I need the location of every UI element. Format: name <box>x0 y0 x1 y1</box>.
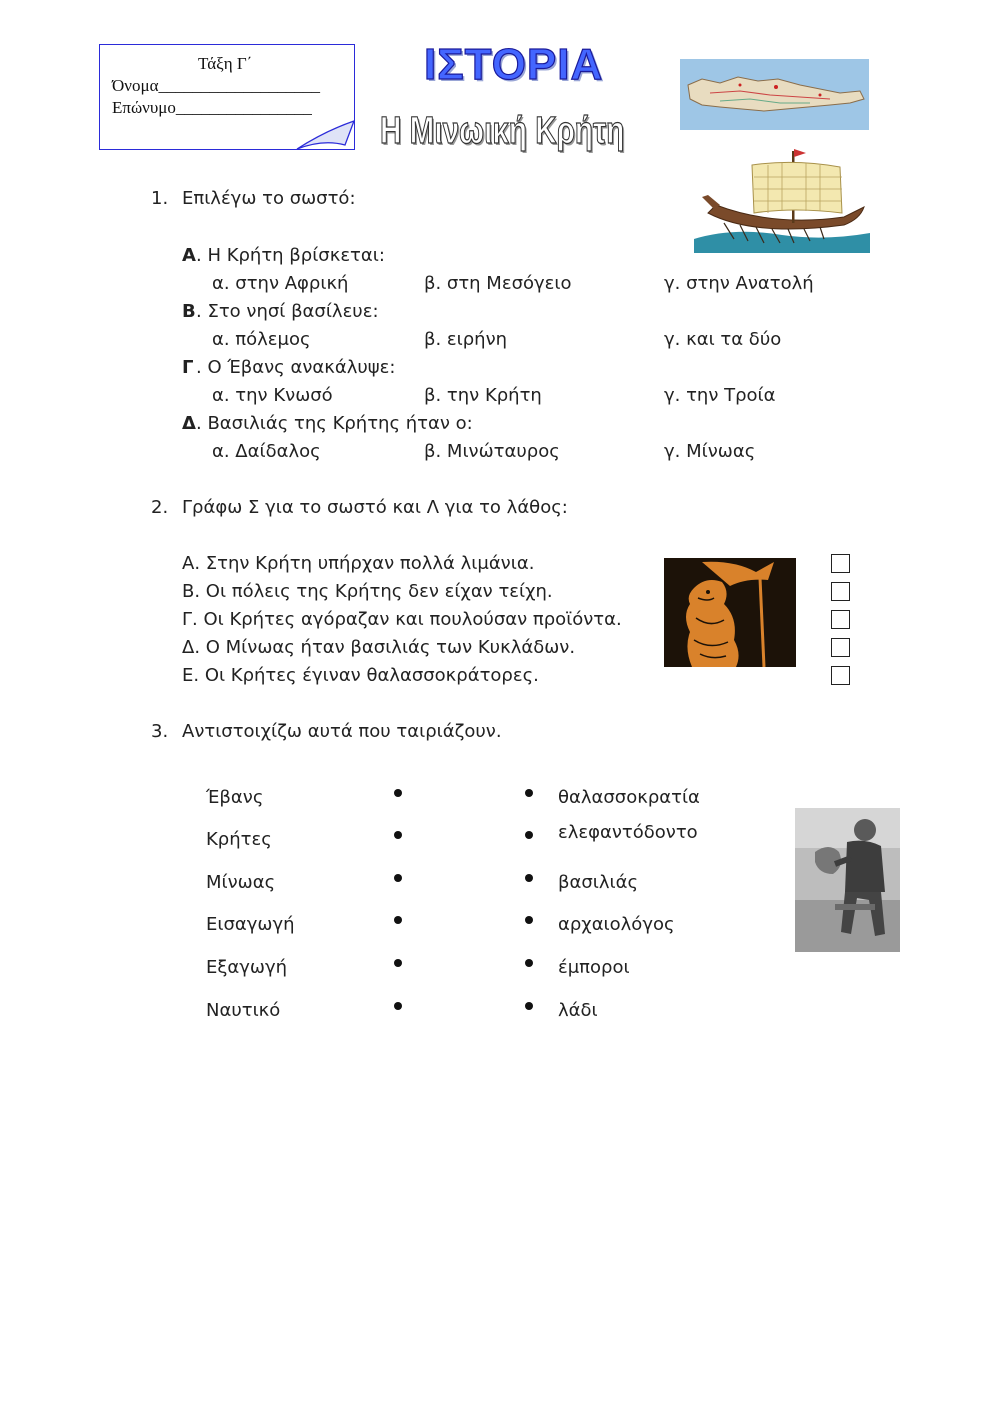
match-right-dot[interactable] <box>525 831 533 839</box>
minoan-ship-image <box>694 143 870 253</box>
q2-statement-d: Δ. Ο Μίνωας ήταν βασιλιάς των Κυκλάδων. <box>182 637 576 658</box>
match-right-dot[interactable] <box>525 1002 533 1010</box>
class-label: Τάξη Γ΄ <box>198 54 253 73</box>
match-right-dot[interactable] <box>525 916 533 924</box>
q1-c-option-b[interactable]: β. την Κρήτη <box>424 385 542 406</box>
match-right-2: ελεφαντόδοντο <box>558 822 698 843</box>
match-right-4: αρχαιολόγος <box>558 914 675 935</box>
name-card <box>99 44 355 150</box>
surname-field[interactable]: Επώνυμο________________ <box>112 98 312 117</box>
match-left-dot[interactable] <box>394 1002 402 1010</box>
q2-statement-c: Γ. Οι Κρήτες αγόραζαν και πουλούσαν προϊόντα. <box>182 609 622 630</box>
q1-d-option-a[interactable]: α. Δαίδαλος <box>212 441 321 462</box>
name-field[interactable]: Όνομα___________________ <box>112 76 320 95</box>
q1-d-option-b[interactable]: β. Μινώταυρος <box>424 441 560 462</box>
q1-d-question: . Βασιλιάς της Κρήτης ήταν ο: <box>196 413 473 434</box>
q1-b-option-b[interactable]: β. ειρήνη <box>424 329 508 350</box>
match-right-1: θαλασσοκρατία <box>558 787 700 808</box>
q3-number: 3. <box>151 721 169 742</box>
q1-prompt: Επιλέγω το σωστό: <box>182 188 356 209</box>
q2-prompt: Γράφω Σ για το σωστό και Λ για το λάθος: <box>182 497 568 518</box>
match-right-3: βασιλιάς <box>558 872 639 893</box>
q2-statement-a: Α. Στην Κρήτη υπήρχαν πολλά λιμάνια. <box>182 553 535 574</box>
q2-number: 2. <box>151 497 169 518</box>
q1-c-question: . Ο Έβανς ανακάλυψε: <box>196 357 396 378</box>
evans-photo-image <box>795 808 900 952</box>
match-left-dot[interactable] <box>394 874 402 882</box>
vase-painting-image <box>664 558 796 667</box>
match-left-1: Έβανς <box>206 787 264 808</box>
match-left-6: Ναυτικό <box>206 1000 281 1021</box>
q1-d-letter: Δ <box>182 413 196 434</box>
checkbox-e[interactable] <box>831 666 850 685</box>
q1-b-option-c[interactable]: γ. και τα δύο <box>664 329 782 350</box>
match-right-5: έμποροι <box>558 957 630 978</box>
match-right-dot[interactable] <box>525 959 533 967</box>
page-curl-icon <box>295 119 355 151</box>
q1-a-option-a[interactable]: α. στην Αφρική <box>212 273 349 294</box>
page-title: ΙΣΤΟΡΙΑ <box>424 40 604 89</box>
checkbox-d[interactable] <box>831 638 850 657</box>
checkbox-c[interactable] <box>831 610 850 629</box>
q1-a-letter: Α <box>182 245 196 266</box>
match-right-6: λάδι <box>558 1000 598 1021</box>
q1-b-letter: Β <box>182 301 196 322</box>
q1-b-question: . Στο νησί βασίλευε: <box>196 301 379 322</box>
q1-a-option-c[interactable]: γ. στην Ανατολή <box>664 273 814 294</box>
match-left-5: Εξαγωγή <box>206 957 288 978</box>
checkbox-a[interactable] <box>831 554 850 573</box>
q1-c-letter: Γ <box>182 357 194 378</box>
q1-d-option-c[interactable]: γ. Μίνωας <box>664 441 756 462</box>
page-subtitle: Η Μινωική Κρήτη <box>380 110 625 152</box>
match-left-dot[interactable] <box>394 916 402 924</box>
match-left-dot[interactable] <box>394 831 402 839</box>
crete-map-image <box>680 59 869 130</box>
match-right-dot[interactable] <box>525 874 533 882</box>
q1-c-option-a[interactable]: α. την Κνωσό <box>212 385 333 406</box>
q3-prompt: Αντιστοιχίζω αυτά που ταιριάζουν. <box>182 721 502 742</box>
q1-number: 1. <box>151 188 169 209</box>
match-left-dot[interactable] <box>394 789 402 797</box>
checkbox-b[interactable] <box>831 582 850 601</box>
match-left-2: Κρήτες <box>206 829 272 850</box>
match-left-3: Μίνωας <box>206 872 276 893</box>
match-right-dot[interactable] <box>525 789 533 797</box>
q2-statement-b: Β. Οι πόλεις της Κρήτης δεν είχαν τείχη. <box>182 581 553 602</box>
q2-statement-e: Ε. Οι Κρήτες έγιναν θαλασσοκράτορες. <box>182 665 539 686</box>
match-left-dot[interactable] <box>394 959 402 967</box>
q1-a-option-b[interactable]: β. στη Μεσόγειο <box>424 273 572 294</box>
q1-a-question: . Η Κρήτη βρίσκεται: <box>196 245 385 266</box>
match-left-4: Εισαγωγή <box>206 914 295 935</box>
q1-b-option-a[interactable]: α. πόλεμος <box>212 329 311 350</box>
q1-c-option-c[interactable]: γ. την Τροία <box>664 385 776 406</box>
